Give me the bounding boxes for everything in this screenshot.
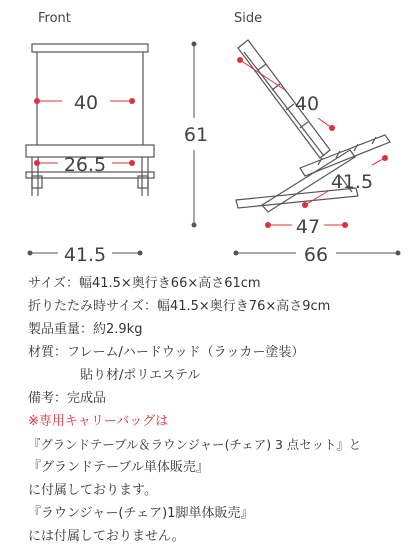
height-value: 61 [183, 124, 209, 146]
spec-remarks: 備考：完成品 [28, 391, 107, 406]
side-overall-depth-dimension [234, 244, 401, 266]
spec-material-fabric: 貼り材/ポリエステル [28, 368, 201, 383]
note-carry-bag: ※専用キャリーバッグは [28, 414, 169, 429]
side-seat-dimension [237, 57, 335, 131]
front-width-dimension [34, 92, 135, 114]
side-overall-depth-value: 66 [303, 244, 329, 266]
dimension-diagram [0, 0, 420, 270]
side-seat-length-value: 40 [294, 93, 320, 115]
front-lower-width-value: 26.5 [63, 154, 107, 176]
side-back-length-value: 41.5 [330, 171, 374, 193]
height-dimension [184, 42, 208, 228]
side-base-value: 47 [295, 216, 321, 238]
note-set-name: 『グランドテーブル＆ラウンジャー(チェア) 3 点セット』と [28, 437, 362, 452]
spec-material-frame: 材質：フレーム/ハードウッド（ラッカー塗装） [28, 345, 305, 360]
side-view-label: Side [234, 11, 263, 26]
note-table-single: 『グランドテーブル単体販売』 [28, 460, 209, 475]
front-view-label: Front [38, 11, 71, 26]
note-lounger-single: 『ラウンジャー(チェア)1脚単体販売』 [28, 506, 254, 521]
spec-weight: 製品重量：約2.9kg [28, 322, 143, 337]
note-included: に付属しております。 [28, 483, 157, 498]
note-not-included: には付属しておりません。 [28, 529, 185, 544]
front-overall-width-dimension [28, 244, 143, 266]
front-overall-width-value: 41.5 [63, 244, 107, 266]
front-inner-width-value: 40 [73, 92, 99, 114]
spec-folded-size: 折りたたみ時サイズ：幅41.5×奥行き76×高さ9cm [28, 299, 331, 314]
side-base-dimension [265, 216, 348, 238]
spec-size: サイズ：幅41.5×奥行き66×高さ61cm [28, 276, 261, 291]
